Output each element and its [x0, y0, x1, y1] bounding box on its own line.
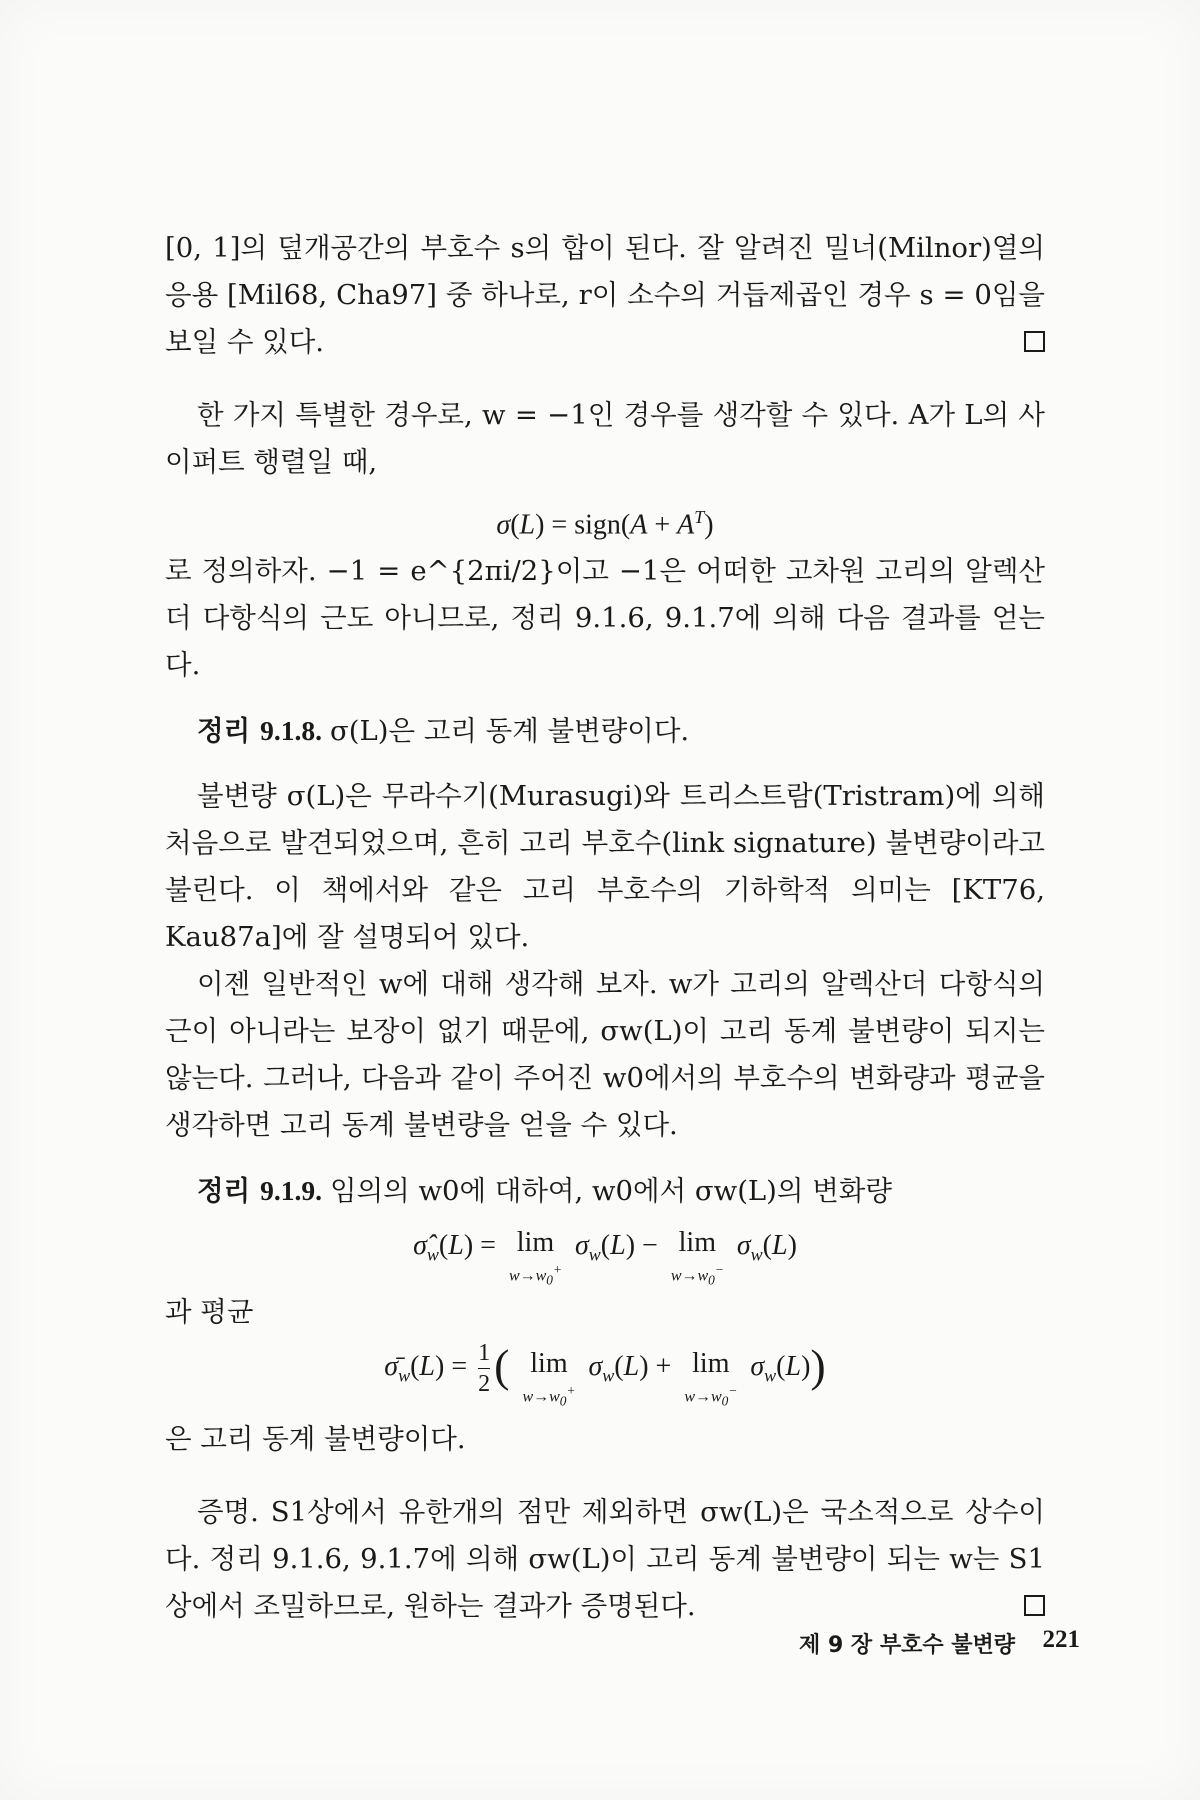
paragraph-3: 로 정의하자. −1 = e^{2πi/2}이고 −1은 어떠한 고차원 고리의 알렉산더 다항식의 근도 아니므로, 정리 9.1.6, 9.1.7에 의해 다음 결과를 얻는다.	[165, 555, 1045, 681]
equation-average: $\sigmā_w(L)$ = $\frac{1}{2}$ ( lim $w\to w_0^+$ $\sigma_w(L)$ + lim $w\to w_0^-$ $\sigma_w(L)$)	[384, 1339, 826, 1409]
equation-jump: $\sigmâ_w(L)$ = lim $w\to w_0^+$ $\sigma_w(L)$ − lim $w\to w_0^-$ $\sigma_w(L)$	[413, 1227, 797, 1288]
paragraph-1-text: [0, 1]의 덮개공간의 부호수 s의 합이 된다. 잘 알려진 밀너(Milnor)열의 응용 [Mil68, Cha97] 중 하나로, r이 소수의 거듭제곱인 경우 s = 0임을 보일 수 있다.	[165, 232, 1045, 358]
paragraph-1	[165, 225, 1045, 366]
theorem-label: 정리	[197, 1175, 251, 1207]
chapter-title: 제 9 장 부호수 불변량	[799, 1633, 1015, 1658]
page-footer	[0, 1628, 1200, 1668]
page-body	[165, 225, 1045, 1630]
paragraph-7: 은 고리 동계 불변량이다.	[165, 1423, 466, 1455]
qed-square-icon	[1024, 1595, 1045, 1616]
theorem-body: σ(L)은 고리 동계 불변량이다.	[330, 715, 690, 747]
proof-paragraph	[165, 1489, 1045, 1630]
page-number: 221	[1042, 1626, 1080, 1653]
theorem-9-1-9	[165, 1167, 1045, 1215]
theorem-label: 정리	[197, 715, 251, 747]
theorem-number: 9.1.8.	[260, 715, 323, 746]
paragraph-2: 한 가지 특별한 경우로, w = −1인 경우를 생각할 수 있다. A가 L의 사이퍼트 행렬일 때,	[165, 399, 1045, 478]
qed-square-icon	[1024, 331, 1045, 352]
theorem-9-1-8	[165, 707, 1045, 755]
proof-text: 증명. S1상에서 유한개의 점만 제외하면 σw(L)은 국소적으로 상수이다. 정리 9.1.6, 9.1.7에 의해 σw(L)이 고리 동계 불변량이 되는 w는 S1상에서 조밀하므로, 원하는 결과가 증명된다.	[165, 1496, 1045, 1622]
average-label: 과 평균	[165, 1296, 254, 1328]
theorem-number: 9.1.9.	[260, 1175, 323, 1206]
paragraph-5: 이젠 일반적인 w에 대해 생각해 보자. w가 고리의 알렉산더 다항식의 근이 아니라는 보장이 없기 때문에, σw(L)이 고리 동계 불변량이 되지는 않는다. 그러나, 다음과 같이 주어진 w0에서의 부호수의 변화량과 평균을 생각하면 고리 동계 불변량을 얻을 수 있다.	[165, 968, 1045, 1141]
paragraph-4: 불변량 σ(L)은 무라수기(Murasugi)와 트리스트람(Tristram)에 의해 처음으로 발견되었으며, 흔히 고리 부호수(link signature) 불변량이라고 불린다. 이 책에서와 같은 고리 부호수의 기하학적 의미는 [KT76, Kau87a]에 잘 설명되어 있다.	[165, 780, 1045, 953]
theorem-body: 임의의 w0에 대하여, w0에서 σw(L)의 변화량	[330, 1175, 892, 1207]
equation-signature: σ(L) = sign(A + $A^T$)	[496, 507, 714, 541]
